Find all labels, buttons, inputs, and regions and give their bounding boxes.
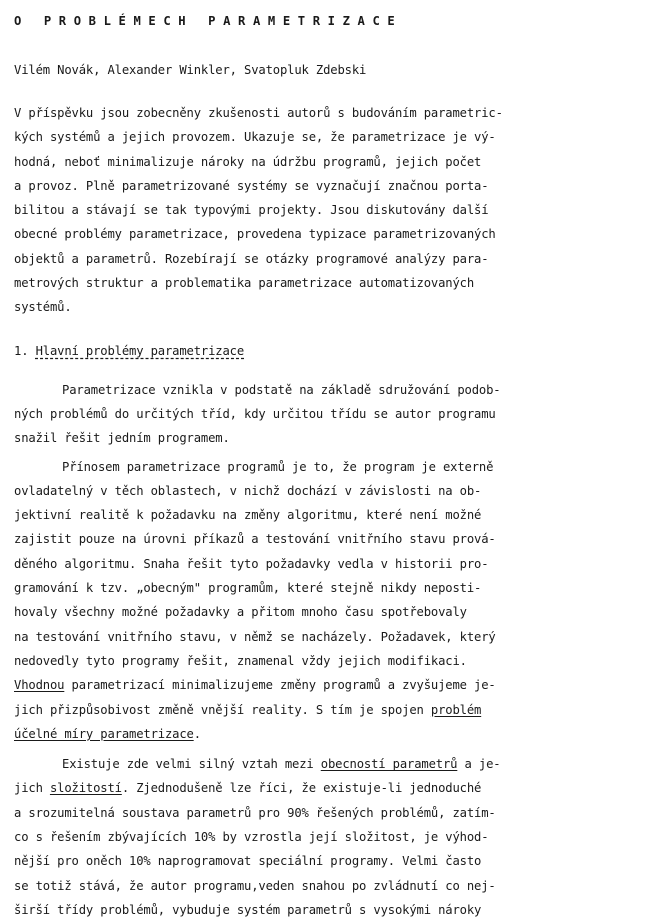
paragraph-line: co s řešením zbývajících 10% by vzrostla její složitost, je výhod- (14, 830, 489, 845)
paragraph-line (14, 698, 629, 722)
paragraph-line (14, 673, 629, 697)
document-authors: Vilém Novák, Alexander Winkler, Svatopluk Zdebski (14, 63, 367, 77)
paragraph-3 (14, 752, 629, 922)
paragraph-line: zajistit pouze na úrovni příkazů a testování vnitřního stavu prová- (14, 532, 496, 547)
paragraph-line: děného algoritmu. Snaha řešit tyto požadavky vedla v historii pro- (14, 556, 489, 571)
paragraph-line: Přínosem parametrizace programů je to, že program je externě (62, 459, 494, 474)
paragraph-2 (14, 455, 629, 747)
paragraph-line: ných problémů do určitých tříd, kdy určitou třídu se autor programu (14, 406, 496, 421)
paragraph-line: snažil řešit jedním programem. (14, 431, 230, 446)
paragraph-1 (14, 378, 629, 451)
paragraph-line: gramování k tzv. „obecným" programům, které stejně nikdy neposti- (14, 581, 482, 596)
paragraph-line: nedovedly tyto programy řešit, znamenal vždy jejich modifikaci. (14, 653, 467, 668)
document-title: O PROBLÉMECH PARAMETRIZACE (14, 14, 403, 28)
line-text: . Zjednodušeně lze říci, že existuje-li jednoduché (121, 781, 482, 796)
line-text: Existuje zde velmi silný vztah mezi (62, 757, 321, 772)
abstract-line: bilitou a stávají se tak typovými projekty. Jsou diskutovány další (14, 203, 489, 218)
paragraph-line (14, 722, 629, 746)
paragraph-line: nější pro oněch 10% naprogramovat speciální programy. Velmi často (14, 854, 482, 869)
paragraph-line: širší třídy problémů, vybuduje systém parametrů s vysokými nároky (14, 902, 482, 917)
paragraph-line: a srozumitelná soustava parametrů pro 90% řešených problémů, zatím- (14, 805, 496, 820)
paragraph-line: na testování vnitřního stavu, v němž se nacházely. Požadavek, který (14, 629, 496, 644)
section-title: Hlavní problémy parametrizace (35, 343, 244, 358)
abstract-line: metrových struktur a problematika parametrizace automatizovaných (14, 276, 474, 291)
abstract-line: systémů. (14, 300, 72, 315)
abstract-line: V příspěvku jsou zobecněny zkušenosti autorů s budováním parametric- (14, 106, 503, 120)
line-text: . (193, 726, 201, 741)
line-text: parametrizací minimalizujeme změny programů a zvyšujeme je- (64, 678, 496, 693)
paragraph-line: jektivní realitě k požadavku na změny algoritmu, které není možné (14, 508, 482, 523)
underlined-term: Vhodnou (14, 678, 65, 693)
paragraph-line: ovladatelný v těch oblastech, v nichž dochází v závislosti na ob- (14, 483, 482, 498)
paragraph-line (14, 776, 629, 800)
paragraph-line: se totiž stává, že autor programu,veden snahou po zvládnutí co nej- (14, 878, 496, 893)
underlined-term: složitostí (49, 781, 122, 796)
abstract-line: obecné problémy parametrizace, provedena typizace parametrizovaných (14, 227, 496, 242)
abstract-line: hodná, neboť minimalizuje nároky na údržbu programů, jejich počet (14, 154, 482, 169)
paragraph-line (14, 752, 629, 776)
abstract-line: objektů a parametrů. Rozebírají se otázky programové analýzy para- (14, 251, 489, 266)
abstract-line: a provoz. Plně parametrizované systémy se vyznačují značnou porta- (14, 178, 489, 193)
line-text: jich (14, 781, 50, 796)
underlined-term: problém (430, 702, 482, 717)
line-text: jich přizpůsobivost změně vnější reality. S tím je spojen (14, 702, 431, 717)
abstract-line: kých systémů a jejich provozem. Ukazuje se, že parametrizace je vý- (14, 130, 496, 145)
section-number: 1. (14, 343, 29, 358)
paragraph-line: Parametrizace vznikla v podstatě na základě sdružování podob- (62, 382, 501, 397)
abstract (14, 101, 629, 320)
section-heading (14, 338, 629, 364)
paragraph-line: hovaly všechny možné požadavky a přitom mnoho času spotřebovaly (14, 605, 467, 620)
underlined-term: obecností parametrů (320, 757, 458, 772)
line-text: a je- (457, 757, 501, 772)
underlined-term: účelné míry parametrizace (14, 726, 194, 741)
